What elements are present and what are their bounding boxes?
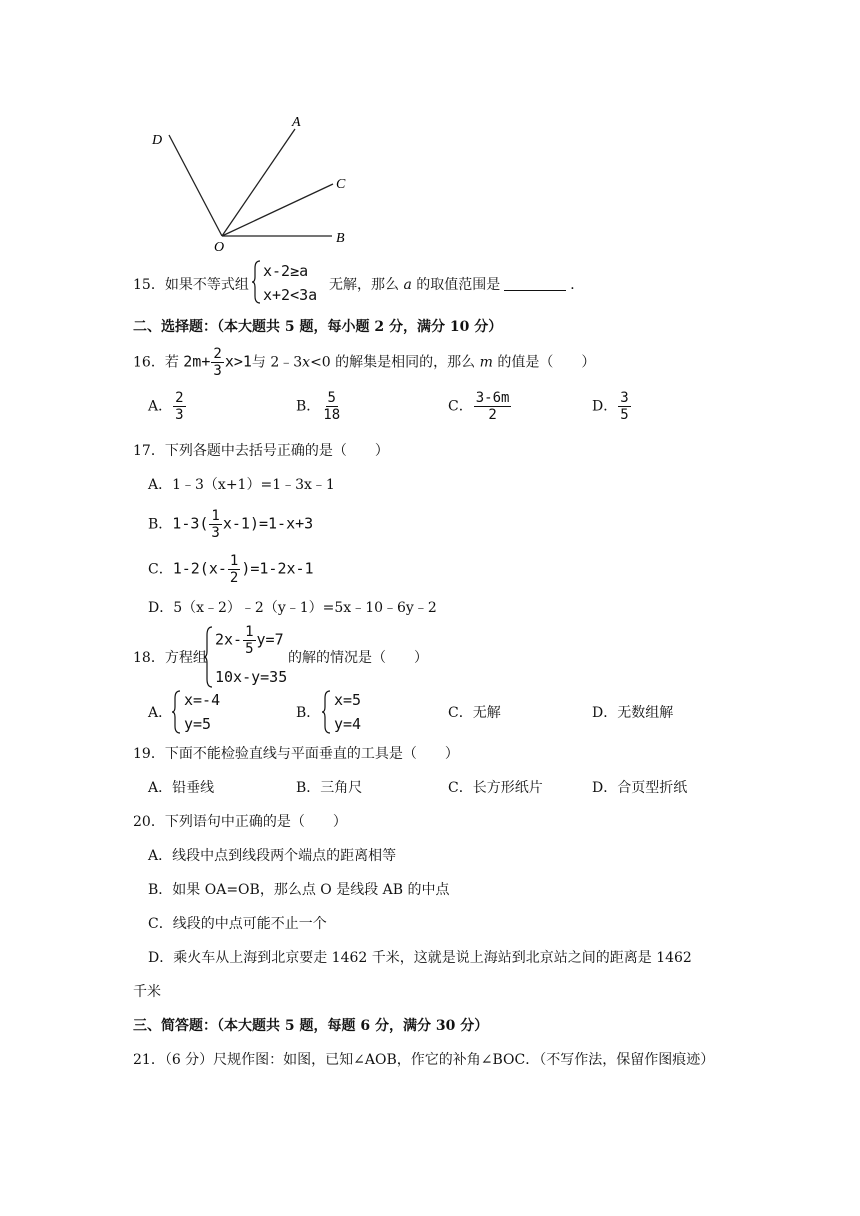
- angle-figure: [140, 105, 360, 255]
- q16-option-c: C． $\frac{3-6m}{2}$: [448, 390, 510, 423]
- q17-stem: 17．下列各题中去括号正确的是（ ）: [133, 443, 389, 459]
- q16-option-d: D． $\frac{3}{5}$: [592, 390, 629, 423]
- label-o: O: [214, 240, 225, 255]
- ray-oc: [222, 184, 333, 236]
- q18-option-b-line-2: y=4: [334, 715, 362, 733]
- q20-option-d-line-1: D．乘火车从上海到北京要走 1462 千米，这就是说上海站到北京站之间的距离是 1462: [148, 950, 692, 966]
- q15-answer-blank: [504, 278, 566, 291]
- q19-option-b: B．三角尺: [296, 780, 363, 796]
- q18-suffix: 的解的情况是（ ）: [288, 650, 428, 666]
- label-d: D: [152, 133, 163, 148]
- q18-option-b-letter: B．: [296, 705, 321, 721]
- q19-stem: 19．下面不能检验直线与平面垂直的工具是（ ）: [133, 746, 459, 762]
- label-a: A: [292, 115, 301, 130]
- q17-option-b: B．1-3( $\frac{1}{3}$ x-1)=1-x+3: [148, 508, 314, 541]
- ray-oa: [222, 129, 295, 236]
- q18-option-a-letter: A．: [148, 705, 173, 721]
- q20-option-c: C．线段的中点可能不止一个: [148, 916, 327, 932]
- q16-option-a: A． $\frac{2}{3}$: [148, 390, 184, 423]
- q18-option-d: D．无数组解: [592, 705, 674, 721]
- q20-option-d-line-2: 千米: [133, 984, 161, 1000]
- q18-option-a-brace: [172, 690, 182, 734]
- q18-option-a-line-2: y=5: [184, 715, 212, 733]
- q18-eq-1: 2x- $\frac{1}{5}$ y=7: [215, 624, 284, 657]
- q15-brace: [252, 260, 262, 304]
- q16-option-b: B． $\frac{5}{18}$: [296, 390, 341, 423]
- q20-option-b: B．如果 OA=OB，那么点 O 是线段 AB 的中点: [148, 882, 450, 898]
- q19-option-d: D．合页型折纸: [592, 780, 688, 796]
- q18-eq-2: 10x-y=35: [215, 668, 288, 686]
- ray-od: [169, 135, 222, 236]
- q18-prefix: 18．方程组: [133, 650, 207, 666]
- q19-option-c: C．长方形纸片: [448, 780, 543, 796]
- q15-ineq-1: x-2≥a: [263, 262, 309, 280]
- label-c: C: [336, 177, 346, 192]
- q17-option-d: D．5（x﹣2）﹣2（y﹣1）=5x﹣10﹣6y﹣2: [148, 600, 437, 616]
- label-b: B: [336, 231, 345, 246]
- q15-tail: 无解，那么 a 的取值范围是 ．: [329, 277, 585, 293]
- q19-option-a: A．铅垂线: [148, 780, 215, 796]
- q18-brace: [204, 626, 214, 688]
- q17-option-c: C．1-2(x- $\frac{1}{2}$ )=1-2x-1: [148, 553, 314, 586]
- q20-stem: 20．下列语句中正确的是（ ）: [133, 814, 347, 830]
- q20-option-a: A．线段中点到线段两个端点的距离相等: [148, 848, 397, 864]
- q16-fraction: $\frac{2}{3}$: [213, 346, 222, 379]
- section-3-title: 三、简答题：（本大题共 5 题，每题 6 分，满分 30 分）: [133, 1018, 489, 1034]
- q18-option-b-brace: [322, 690, 332, 734]
- q18-option-c: C．无解: [448, 705, 501, 721]
- q17-option-a: A．1﹣3（x+1）=1﹣3x﹣1: [148, 477, 335, 493]
- q18-option-b-line-1: x=5: [334, 691, 362, 709]
- q21-text: 21．（6 分）尺规作图：如图，已知∠AOB，作它的补角∠BOC．（不写作法，保留作图痕迹）: [133, 1052, 715, 1068]
- q16-stem: 16．若 2m+ $\frac{2}{3}$ x>1与 2﹣3x<0 的解集是相同的，那么 m 的值是（ ）: [133, 346, 596, 379]
- section-2-title: 二、选择题：（本大题共 5 题，每小题 2 分，满分 10 分）: [133, 319, 503, 335]
- q15-stem: 15．如果不等式组: [133, 277, 249, 293]
- q18-option-a-line-1: x=-4: [184, 691, 221, 709]
- q15-ineq-2: x+2<3a: [263, 286, 318, 304]
